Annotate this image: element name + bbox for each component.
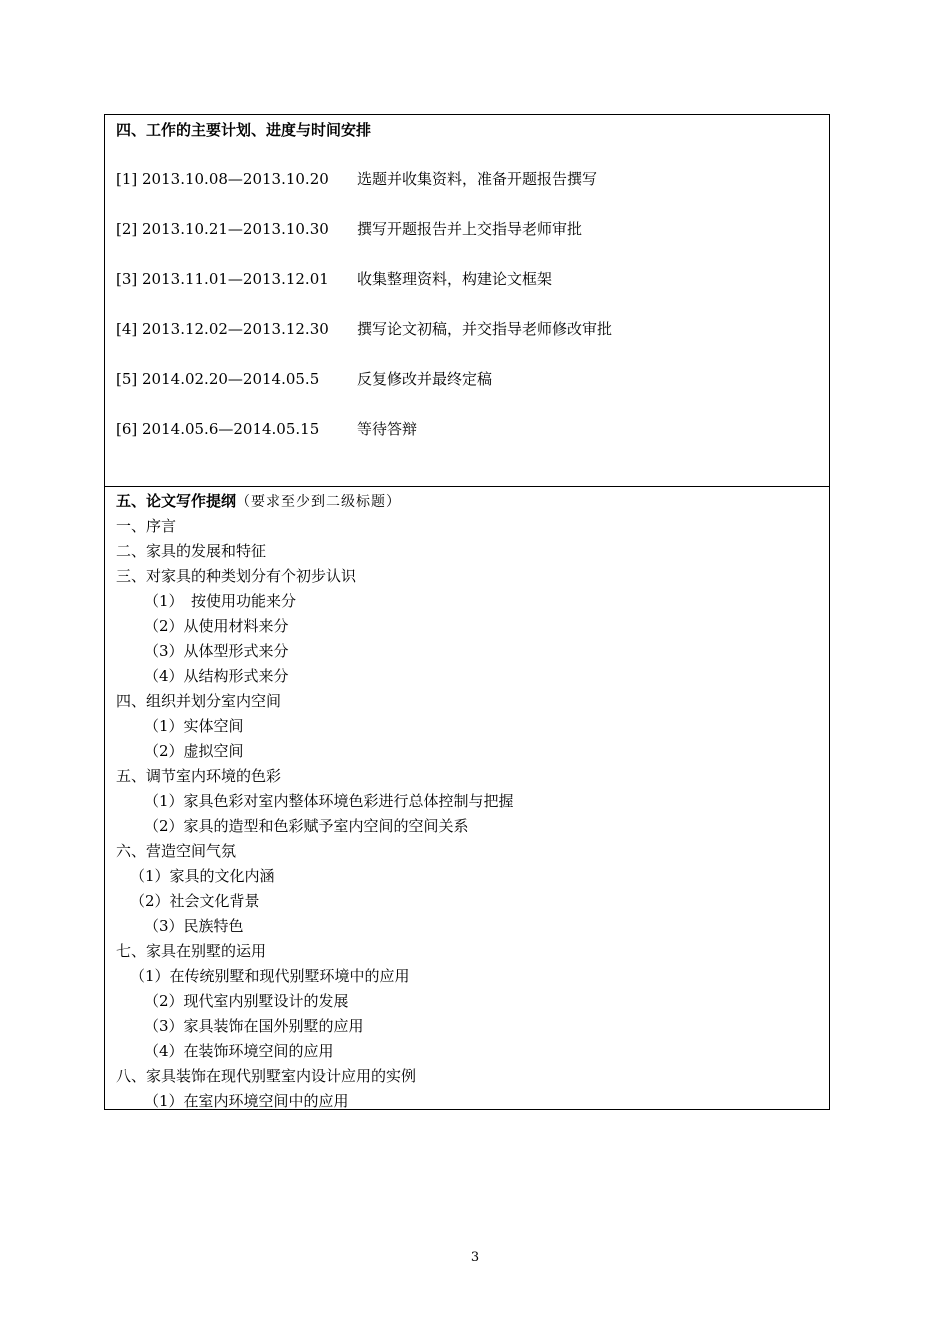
page-number: 3 — [470, 1250, 480, 1265]
outline-subitem: （1）实体空间 — [144, 717, 244, 735]
plan-row-5 — [116, 368, 492, 389]
outline-heading: 三、对家具的种类划分有个初步认识 — [116, 567, 357, 585]
plan-row-4 — [116, 318, 612, 339]
plan-date: [6] 2014.05.6—2014.05.15 — [116, 420, 320, 438]
outline-subitem: （1）在室内环境空间中的应用 — [144, 1092, 349, 1110]
plan-row-2 — [116, 218, 582, 239]
outline-heading: 六、营造空间气氛 — [116, 842, 237, 860]
section5-box — [104, 486, 830, 1110]
plan-row-1 — [116, 168, 597, 189]
plan-row-6 — [116, 418, 417, 439]
plan-task: 收集整理资料，构建论文框架 — [357, 270, 553, 288]
section4-box — [104, 114, 830, 487]
outline-subitem: （3）民族特色 — [144, 917, 244, 935]
outline-subitem: （1）家具的文化内涵 — [130, 867, 275, 885]
plan-task: 等待答辩 — [357, 420, 418, 438]
plan-task: 反复修改并最终定稿 — [357, 370, 493, 388]
outline-subitem: （2）家具的造型和色彩赋予室内空间的空间关系 — [144, 817, 469, 835]
plan-date: [1] 2013.10.08—2013.10.20 — [116, 170, 329, 188]
plan-date: [2] 2013.10.21—2013.10.30 — [116, 220, 329, 238]
outline-subitem: （1） 按使用功能来分 — [144, 592, 297, 610]
outline-subitem: （2）虚拟空间 — [144, 742, 244, 760]
outline-heading: 二、家具的发展和特征 — [116, 542, 267, 560]
outline-subitem: （4）在装饰环境空间的应用 — [144, 1042, 334, 1060]
outline-subitem: （2）从使用材料来分 — [144, 617, 289, 635]
plan-task: 选题并收集资料，准备开题报告撰写 — [357, 170, 598, 188]
outline-heading: 七、家具在别墅的运用 — [116, 942, 267, 960]
plan-task: 撰写论文初稿，并交指导老师修改审批 — [357, 320, 613, 338]
plan-date: [5] 2014.02.20—2014.05.5 — [116, 370, 320, 388]
outline-heading: 四、组织并划分室内空间 — [116, 692, 282, 710]
section5-subtitle: （要求至少到二级标题） — [236, 494, 402, 510]
outline-subitem: （2）社会文化背景 — [130, 892, 260, 910]
plan-date: [3] 2013.11.01—2013.12.01 — [116, 270, 329, 288]
outline-subitem: （2）现代室内别墅设计的发展 — [144, 992, 349, 1010]
outline-heading: 八、家具装饰在现代别墅室内设计应用的实例 — [116, 1067, 417, 1085]
outline-heading: 一、序言 — [116, 517, 177, 535]
plan-task: 撰写开题报告并上交指导老师审批 — [357, 220, 583, 238]
section5-title-main: 五、论文写作提纲 — [116, 492, 237, 510]
outline-subitem: （4）从结构形式来分 — [144, 667, 289, 685]
outline-subitem: （3）从体型形式来分 — [144, 642, 289, 660]
plan-row-3 — [116, 268, 552, 289]
section5-title — [116, 490, 401, 511]
section4-title: 四、工作的主要计划、进度与时间安排 — [116, 121, 372, 139]
outline-subitem: （1）在传统别墅和现代别墅环境中的应用 — [130, 967, 410, 985]
outline-heading: 五、调节室内环境的色彩 — [116, 767, 282, 785]
plan-date: [4] 2013.12.02—2013.12.30 — [116, 320, 329, 338]
outline-subitem: （3）家具装饰在国外别墅的应用 — [144, 1017, 364, 1035]
outline-subitem: （1）家具色彩对室内整体环境色彩进行总体控制与把握 — [144, 792, 514, 810]
